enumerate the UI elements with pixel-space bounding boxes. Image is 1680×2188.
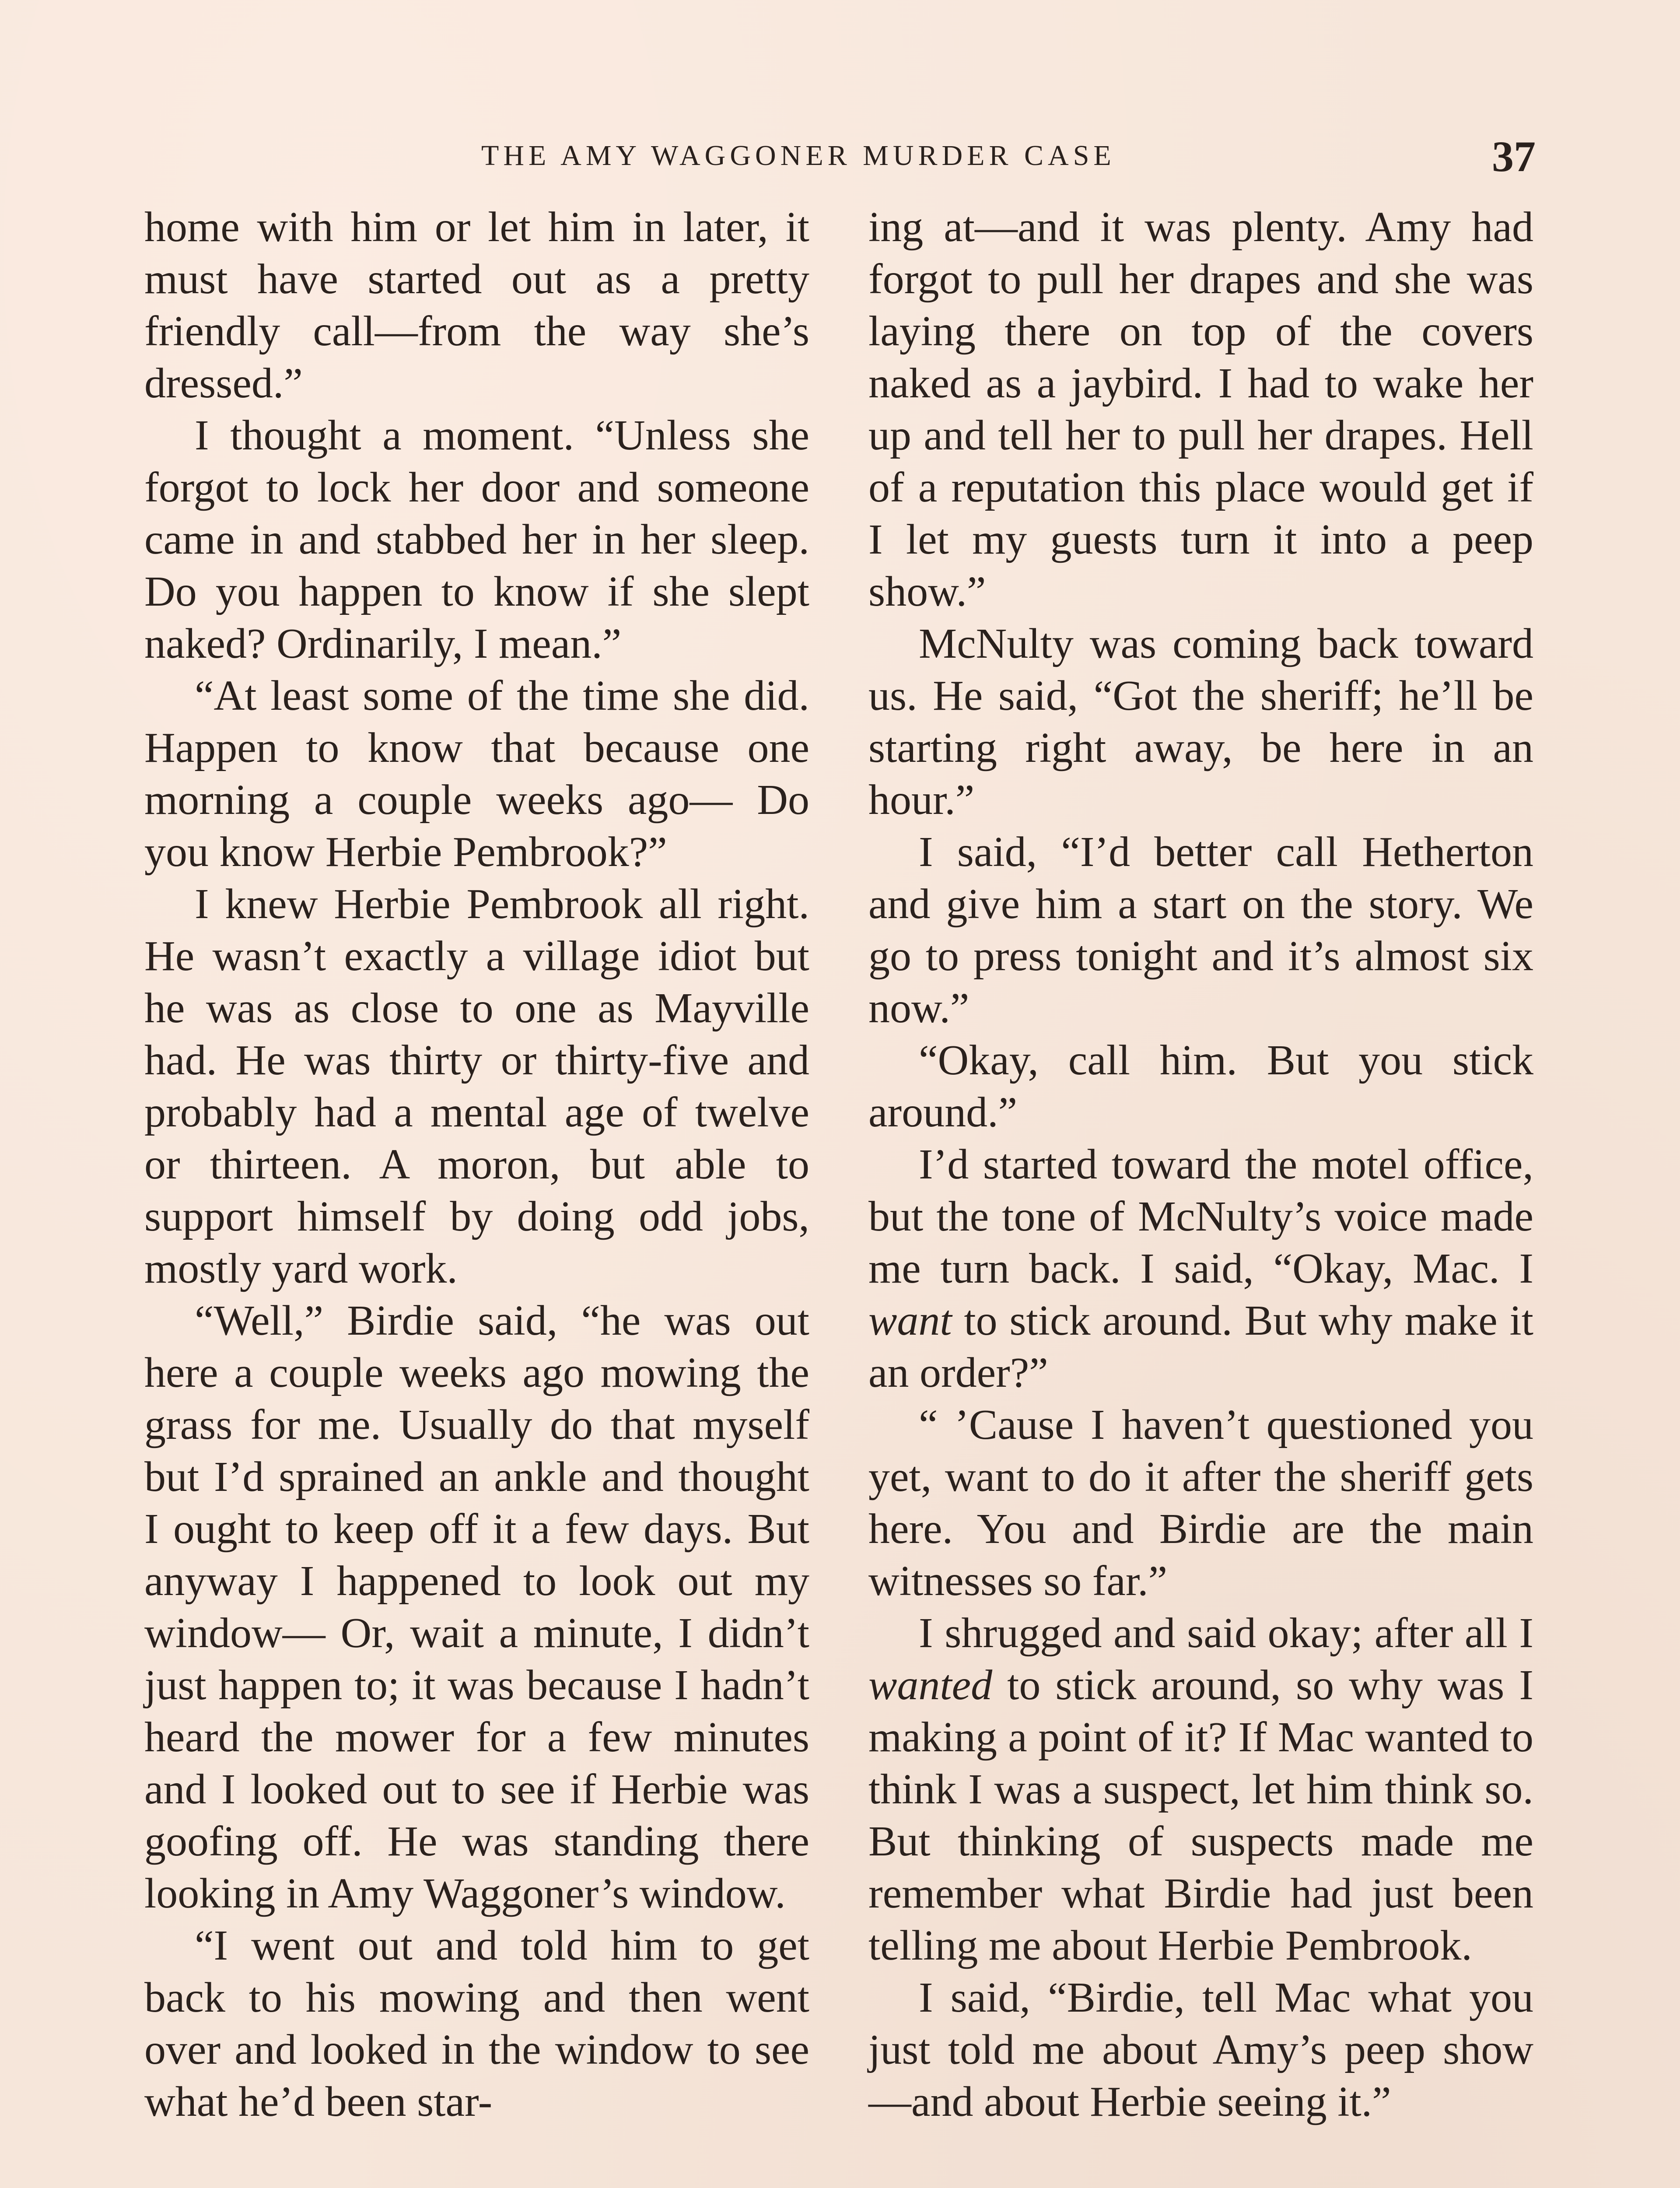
paragraph: McNulty was coming back toward us. He said, “Got the sheriff; he’ll be starting right away, be here in an hour.” xyxy=(868,620,1533,824)
left-column xyxy=(144,201,809,2128)
paragraph xyxy=(868,1139,1533,1399)
paragraph xyxy=(868,1607,1533,1972)
paragraph: I thought a moment. “Unless she forgot to lock her door and someone came in and stabbed her in her sleep. Do you happen to know if she slept naked? Ordinarily, I mean.” xyxy=(144,412,809,667)
page-number: 37 xyxy=(1492,132,1536,181)
paragraph: “At least some of the time she did. Happen to know that because one morning a couple weeks ago— Do you know Herbie Pembrook?” xyxy=(144,672,809,876)
paragraph: I said, “I’d better call Hetherton and give him a start on the story. We go to press tonight and it’s almost six now.” xyxy=(868,828,1533,1032)
paragraph: “Well,” Birdie said, “he was out here a couple weeks ago mowing the grass for me. Usually do that myself but I’d sprained an ankle and thought I ought to keep off it a few days. But anyway I happened to look out my window— Or, wait a minute, I didn’t just happen to; it was because I hadn’t heard the mower for a few minutes and I looked out to see if Herbie was goofing off. He was standing there looking in Amy Waggoner’s window. xyxy=(144,1297,809,1917)
paragraph-text: I shrugged and said okay; after all I xyxy=(919,1609,1533,1657)
emphasis-text: want xyxy=(868,1297,952,1344)
paragraph: I knew Herbie Pembrook all right. He wasn’t exactly a village idiot but he was as close to one as Mayville had. He was thirty or thirty-five and probably had a mental age of twelve or thirteen. A moron, but able to support himself by doing odd jobs, mostly yard work. xyxy=(144,880,809,1292)
paragraph-text: I’d started toward the motel office, but the tone of McNulty’s voice made me turn back. I said, “Okay, Mac. I xyxy=(868,1141,1533,1292)
paragraph: home with him or let him in later, it must have started out as a pretty friendly call—from the way she’s dressed.” xyxy=(144,203,809,407)
right-column xyxy=(868,201,1533,2128)
paragraph: ing at—and it was plenty. Amy had forgot to pull her drapes and she was laying there on top of the covers naked as a jaybird. I had to wake her up and tell her to pull her drapes. Hell of a reputation this place would get if I let my guests turn it into a peep show.” xyxy=(868,203,1533,615)
paragraph: “Okay, call him. But you stick around.” xyxy=(868,1037,1533,1136)
paragraph-text: to stick around. But why make it an order?” xyxy=(868,1297,1534,1396)
paragraph-text: to stick around, so why was I making a point of it? If Mac wanted to think I was a suspect, let him think so. But thinking of suspects made me remember what Birdie had just been telling me about Herbie Pembrook. xyxy=(868,1662,1533,1969)
emphasis-text: wanted xyxy=(868,1662,993,1709)
running-title: THE AMY WAGGONER MURDER CASE xyxy=(481,140,1116,172)
paragraph: I said, “Birdie, tell Mac what you just told me about Amy’s peep show—and about Herbie seeing it.” xyxy=(868,1974,1533,2125)
paragraph: “I went out and told him to get back to his mowing and then went over and looked in the window to see what he’d been star- xyxy=(144,1922,809,2125)
paragraph: “ ’Cause I haven’t questioned you yet, want to do it after the sheriff gets here. You and Birdie are the main witnesses so far.” xyxy=(868,1401,1533,1605)
running-head xyxy=(0,131,1680,179)
